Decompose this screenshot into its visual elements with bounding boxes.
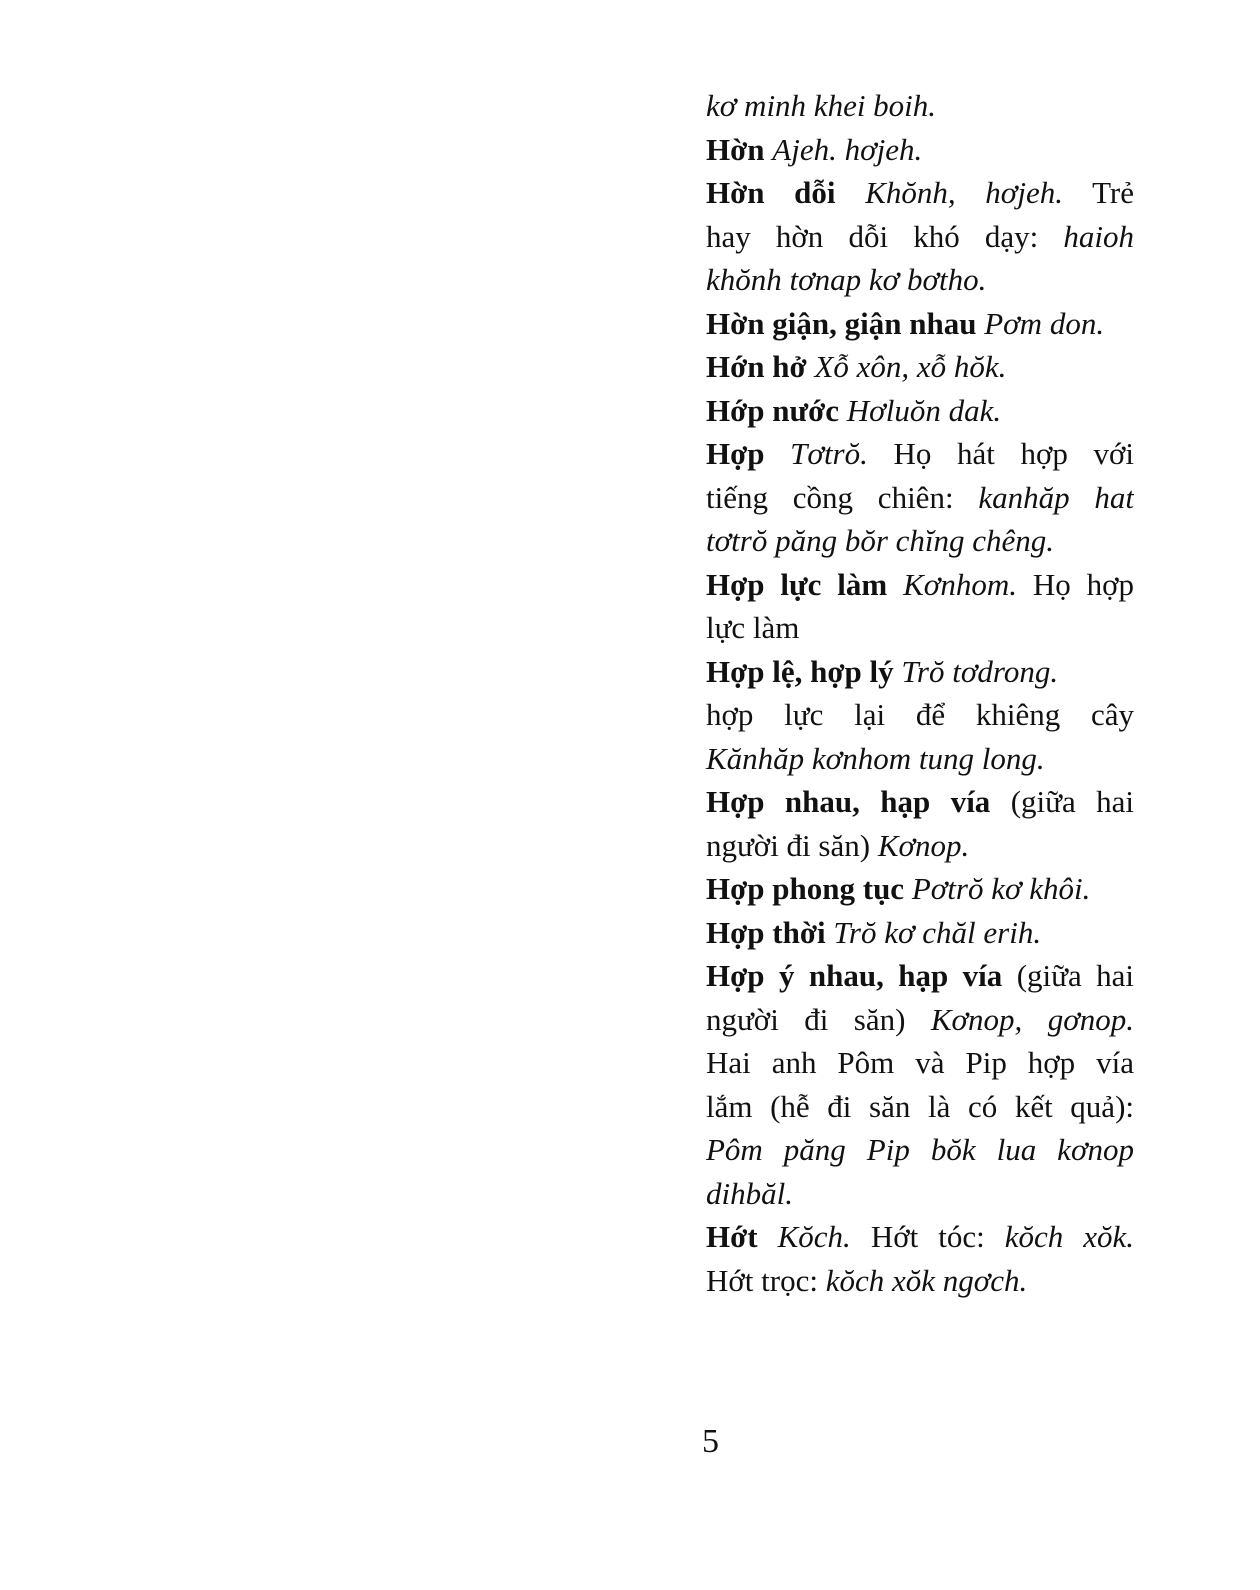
gloss-text: (giữa hai [1002, 958, 1134, 993]
headword: Hớn hở [706, 349, 807, 384]
entry-line [706, 84, 1134, 128]
entry-line [706, 258, 1134, 302]
translation: Pôm păng Pip bŏk lua kơnop [706, 1132, 1134, 1167]
entry-line [706, 345, 1134, 389]
headword: Hờn dỗi [706, 175, 836, 210]
entry-line [706, 171, 1134, 215]
translation: Kơnhom. [903, 566, 1017, 602]
dictionary-entry [706, 432, 1134, 563]
gloss-text: Trẻ [1062, 175, 1134, 210]
gloss-text: Hai anh Pôm và Pip hợp vía [706, 1045, 1134, 1080]
dictionary-entry [706, 302, 1134, 346]
entry-line [706, 1085, 1134, 1129]
entry-line [706, 1215, 1134, 1259]
dictionary-entry [706, 389, 1134, 433]
dictionary-entry [706, 171, 1134, 302]
entry-line [706, 432, 1134, 476]
gloss-text [765, 436, 791, 471]
entry-line [706, 606, 1134, 650]
entry-line [706, 563, 1134, 607]
entry-line [706, 476, 1134, 520]
translation: Hơluŏn dak. [846, 392, 1002, 428]
page-number: 5 [702, 1423, 719, 1460]
headword: Hợp thời [706, 914, 826, 950]
entry-line [706, 693, 1134, 737]
gloss-text: hay hờn dỗi khó dạy: [706, 218, 1064, 254]
dictionary-entry [706, 1215, 1134, 1302]
gloss-text [904, 871, 912, 906]
entry-line [706, 998, 1134, 1042]
gloss-text [839, 393, 847, 428]
gloss-text: Họ hợp [1016, 566, 1134, 602]
gloss-text: Họ hát hợp với [867, 436, 1134, 471]
translation: Kơnop, gơnop. [930, 1001, 1134, 1037]
entry-line [706, 215, 1134, 259]
entry-line [706, 1172, 1134, 1216]
headword: Hợp phong tục [706, 871, 905, 906]
translation: kanhăp hat [978, 479, 1134, 515]
entry-line [706, 824, 1134, 868]
gloss-text [758, 1219, 778, 1254]
translation: Kănhăp kơnhom tung long. [706, 740, 1045, 776]
entry-line [706, 1259, 1134, 1303]
entry-line [706, 302, 1134, 346]
headword: Hớt [706, 1219, 758, 1254]
dictionary-entry [706, 563, 1134, 650]
translation: tơtrŏ păng bŏr chĭng chêng. [706, 523, 1055, 558]
gloss-text: Hớt trọc: [706, 1262, 826, 1298]
headword: Hờn giận, giận nhau [706, 305, 977, 341]
translation: Kơnop. [877, 827, 970, 863]
dictionary-entry [706, 650, 1134, 781]
translation: Ajeh. hơjeh. [772, 131, 923, 167]
dictionary-entry [706, 911, 1134, 955]
entry-line [706, 867, 1134, 911]
headword: Hợp nhau, hạp vía [706, 784, 991, 819]
dictionary-column [706, 84, 1134, 1302]
gloss-text: (giữa hai [990, 784, 1134, 819]
translation: Trŏ tơdrong. [901, 653, 1059, 689]
dictionary-entry [706, 954, 1134, 1215]
gloss-text: hợp lực lại để khiêng cây [706, 697, 1134, 732]
gloss-text: lắm (hễ đi săn là có kết quả): [706, 1088, 1134, 1124]
headword: Hờn [706, 131, 765, 167]
gloss-text: lực làm [706, 610, 800, 645]
translation: Kŏch. [777, 1219, 851, 1254]
entry-line [706, 780, 1134, 824]
entry-line [706, 389, 1134, 433]
translation: Trŏ kơ chăl erih. [833, 914, 1042, 950]
gloss-text: Hớt tóc: [850, 1219, 1005, 1254]
headword: Hợp ý nhau, hạp vía [706, 958, 1003, 993]
dictionary-entry [706, 345, 1134, 389]
headword: Hớp nước [706, 392, 840, 428]
entry-line [706, 128, 1134, 172]
translation: khŏnh tơnap kơ bơtho. [706, 262, 987, 297]
entry-line [706, 954, 1134, 998]
gloss-text [887, 567, 903, 602]
entry-line [706, 911, 1134, 955]
dictionary-entry [706, 84, 1134, 128]
translation: Tơtrŏ. [790, 436, 868, 471]
entry-line [706, 1128, 1134, 1172]
gloss-text [836, 175, 866, 210]
entry-line [706, 1041, 1134, 1085]
headword: Hợp lệ, hợp lý [706, 653, 894, 689]
translation: Khŏnh, hơjeh. [865, 175, 1063, 210]
entry-line [706, 650, 1134, 694]
translation: dihbăl. [706, 1175, 793, 1211]
translation: kŏch xŏk ngơch. [825, 1262, 1028, 1298]
translation: Xỗ xôn, xỗ hŏk. [814, 349, 1007, 384]
entry-line [706, 737, 1134, 781]
dictionary-entry [706, 867, 1134, 911]
translation: Pơtrŏ kơ khôi. [911, 871, 1091, 906]
dictionary-entry [706, 780, 1134, 867]
headword: Hợp [706, 436, 765, 471]
translation: kŏch xŏk. [1004, 1219, 1134, 1254]
translation: kơ minh khei boih. [706, 88, 937, 123]
gloss-text: tiếng cồng chiên: [706, 479, 979, 515]
entry-line [706, 519, 1134, 563]
gloss-text: người đi săn) [706, 827, 878, 863]
translation: Pơm don. [984, 305, 1105, 341]
dictionary-entry [706, 128, 1134, 172]
headword: Hợp lực làm [706, 566, 888, 602]
gloss-text: người đi săn) [706, 1001, 931, 1037]
translation: haioh [1063, 218, 1134, 254]
